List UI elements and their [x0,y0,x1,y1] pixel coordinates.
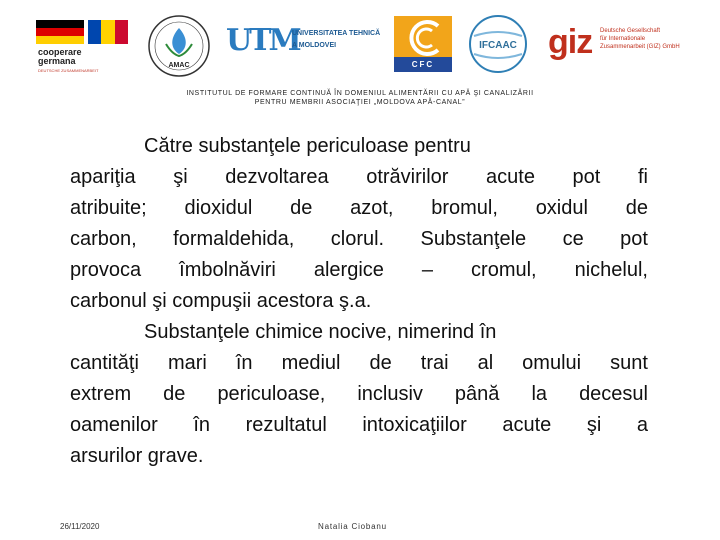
slide-body-text [70,131,648,472]
body-line-3: atribuite; dioxidul de azot, bromul, oxidul de [70,197,648,219]
cooperare-germana-logo [8,18,136,82]
institute-title-line2: PENTRU MEMBRII ASOCIAŢIEI „MOLDOVA APĂ-CANAL” [254,99,466,106]
body-line-2: apariţia şi dezvoltarea otrăvirilor acute pot fi [70,166,648,188]
utm-mark: UTM [226,23,299,58]
giz-logo [548,24,718,70]
body-line-5: provoca îmbolnăviri alergice – cromul, nichelul, [70,259,648,281]
coop-line3: DEUTSCHE ZUSAMMENARBEIT [38,68,99,73]
cfc-logo [394,16,452,72]
utm-line2: A MOLDOVEI [292,42,337,49]
giz-line3: Zusammenarbeit (GIZ) GmbH [600,44,680,50]
coop-line2: germana [38,56,76,66]
body-line-7: Substanţele chimice nocive, nimerind în [144,321,497,343]
body-line-9: extrem de periculoase, inclusiv până la decesul [70,383,648,405]
body-line-4: carbon, formaldehida, clorul. Substanţele ce pot [70,228,648,250]
ifcaac-label: IFCAAC [479,40,517,51]
body-line-8: cantităţi mari în mediul de trai al omului sunt [70,352,648,374]
logo-strip [0,0,720,84]
body-line-11: arsurilor grave. [70,445,204,467]
body-line-6: carbonul şi compuşii acestora ş.a. [70,290,372,312]
amac-label: AMAC [168,62,190,69]
footer-author: Natalia Ciobanu [318,522,387,531]
ifcaac-logo [468,14,528,74]
institute-title-line1: INSTITUTUL DE FORMARE CONTINUĂ ÎN DOMENIUL ALIMENTĂRII CU APĂ ŞI CANALIZĂRII [186,90,534,97]
utm-logo [226,20,381,66]
body-line-1: Către substanţele periculoase pentru [144,135,471,157]
cfc-label: CFC [394,57,452,72]
coop-line1: cooperare [38,47,82,57]
footer-date: 26/11/2020 [60,522,100,531]
giz-mark: giz [548,23,593,61]
moldova-flag-icon [88,20,128,44]
germany-flag-icon [36,20,84,44]
giz-description [600,27,680,51]
giz-line1: Deutsche Gesellschaft [600,28,661,34]
amac-seal-logo [146,14,212,78]
body-line-10: oamenilor în rezultatul intoxicaţiilor acute şi a [70,414,648,436]
utm-line1: UNIVERSITATEA TEHNICĂ [292,30,381,37]
giz-line2: für Internationale [600,36,646,42]
